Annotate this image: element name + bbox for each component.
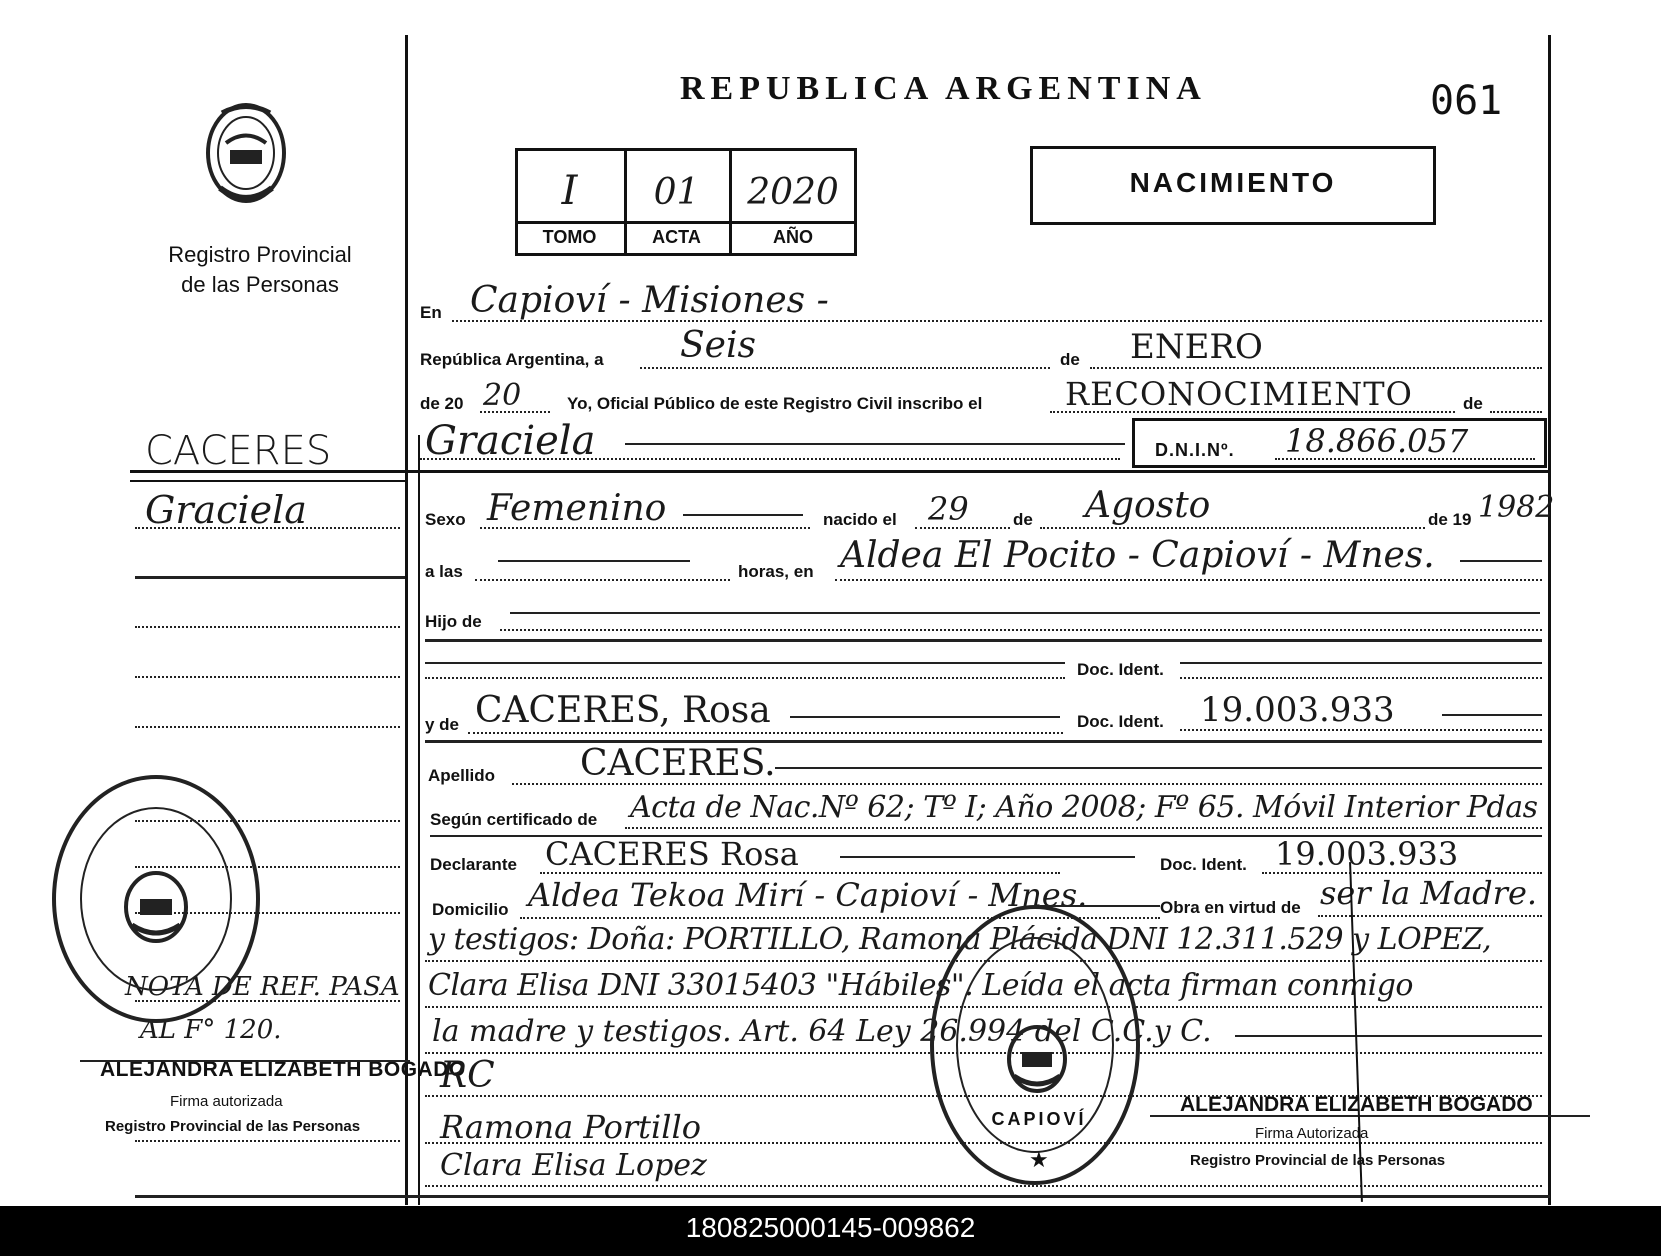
- yde-label: y de: [425, 715, 460, 734]
- right-officer-title: Firma Autorizada: [1255, 1125, 1369, 1142]
- sexo-dash: [683, 514, 803, 516]
- margin-divider-2: [130, 480, 405, 482]
- left-stamp-emblem: [118, 869, 194, 945]
- domicilio-dash: [1040, 905, 1160, 907]
- apellido-value: CACERES.: [580, 743, 776, 784]
- name-line: [420, 458, 1120, 460]
- birth-month-line: [1040, 527, 1425, 529]
- segun-label: Según certificado de: [430, 810, 598, 829]
- left-official-stamp: [52, 775, 260, 1023]
- right-stamp-bottom: CAPIOVÍ: [991, 1109, 1087, 1129]
- tomo-label: TOMO: [542, 227, 597, 247]
- sexo-label: Sexo: [425, 510, 466, 529]
- signature-2: Ramona Portillo: [440, 1108, 701, 1146]
- margin-officer-registry: Registro Provincial de las Personas: [105, 1118, 361, 1135]
- apellido-dash: [775, 767, 1542, 769]
- margin-dots: [135, 726, 400, 728]
- obra-value: ser la Madre.: [1320, 874, 1538, 912]
- anio-label: AÑO: [773, 227, 813, 247]
- right-officer-name: ALEJANDRA ELIZABETH BOGADO: [1180, 1093, 1533, 1116]
- birth-month: Agosto: [1085, 485, 1211, 526]
- sexo-value: Femenino: [487, 488, 667, 529]
- observation-line-2: Clara Elisa DNI 33015403 "Hábiles". Leída el acta firman conmigo: [428, 968, 1413, 1003]
- mother-doc-dash: [1442, 714, 1542, 716]
- mother-name: CACERES, Rosa: [475, 690, 771, 731]
- signature-dots-3: [425, 1185, 1542, 1187]
- mother-line: [468, 732, 1063, 734]
- name-value: Graciela: [425, 418, 596, 464]
- apellido-label: Apellido: [428, 766, 496, 785]
- de-label: de: [1060, 350, 1080, 369]
- margin-signature-stroke: [80, 1060, 410, 1062]
- margin-dots: [135, 676, 400, 678]
- mother-dash: [790, 716, 1060, 718]
- observation-line-3: la madre y testigos. Art. 64 Ley 26.994 del C.C.y C.: [432, 1014, 1212, 1049]
- de19-label: de 19: [1428, 510, 1472, 529]
- obra-label: Obra en virtud de: [1160, 898, 1301, 917]
- footer-code: 180825000145-009862: [685, 1212, 976, 1243]
- registry-logo: [200, 98, 292, 213]
- margin-divider: [130, 470, 1550, 473]
- margin-officer-name: ALEJANDRA ELIZABETH BOGADO: [100, 1058, 466, 1081]
- year-value: 20: [483, 378, 522, 413]
- alas-label: a las: [425, 562, 463, 581]
- republica-label: República Argentina, a: [420, 350, 604, 369]
- en-label: En: [420, 303, 442, 322]
- inscribo-tail-line: [1490, 411, 1542, 413]
- de-label-3: de: [1013, 510, 1033, 529]
- acta-value: 01: [653, 172, 700, 213]
- signature-1: RC: [440, 1055, 495, 1096]
- signature-stroke: [1349, 862, 1363, 1202]
- day-value: Seis: [680, 325, 756, 366]
- margin-solid: [135, 1195, 405, 1198]
- signature-3: Clara Elisa Lopez: [440, 1148, 707, 1183]
- birth-place-dash: [1460, 560, 1542, 562]
- right-official-stamp: [930, 905, 1140, 1185]
- record-type: NACIMIENTO: [1129, 167, 1337, 198]
- right-officer-registry: Registro Provincial de las Personas: [1190, 1152, 1446, 1169]
- declarante-label: Declarante: [430, 855, 517, 874]
- hijo-label: Hijo de: [425, 612, 482, 631]
- hours-line: [475, 579, 730, 581]
- margin-solid: [135, 576, 405, 579]
- right-stamp-emblem: [1002, 1024, 1072, 1094]
- bottom-line: [405, 1195, 1550, 1198]
- anio-value: 2020: [747, 172, 839, 213]
- margin-dots: [135, 626, 400, 628]
- father-doc-underline: [1180, 662, 1542, 664]
- declarante-doc-label: Doc. Ident.: [1160, 855, 1247, 874]
- margin-given-name: Graciela: [145, 488, 307, 532]
- right-officer-stroke: [1150, 1115, 1590, 1117]
- father-doc-dash: [425, 662, 1065, 664]
- frame-left-line-2: [418, 435, 420, 1205]
- margin-dots: [135, 1140, 400, 1142]
- registry-name-line1: Registro Provincial: [168, 242, 352, 267]
- father-doc-value-line: [1180, 677, 1542, 679]
- margin-officer-title: Firma autorizada: [170, 1093, 283, 1110]
- frame-right-line: [1548, 35, 1551, 1205]
- domicilio-label: Domicilio: [432, 900, 509, 919]
- father-underline: [425, 639, 1542, 642]
- name-dash: [625, 443, 1125, 445]
- observation-dash-3: [1235, 1035, 1542, 1037]
- declarante-value: CACERES Rosa: [545, 835, 799, 873]
- segun-value: Acta de Nac.Nº 62; Tº I; Año 2008; Fº 65. Móvil Interior Pdas: [630, 790, 1538, 825]
- oficial-label: Yo, Oficial Público de este Registro Civil inscribo el: [567, 394, 983, 413]
- domicilio-value: Aldea Tekoa Mirí - Capioví - Mnes.: [528, 876, 1088, 914]
- dni-value: 18.866.057: [1285, 422, 1469, 460]
- inscribo-value: RECONOCIMIENTO: [1065, 375, 1413, 413]
- horas-label: horas, en: [738, 562, 814, 581]
- hours-dash: [498, 560, 690, 562]
- mother-doc: 19.003.933: [1200, 690, 1395, 730]
- dni-label: D.N.I.Nº.: [1155, 440, 1235, 460]
- birth-year: 1982: [1478, 490, 1555, 525]
- nacido-label: nacido el: [823, 510, 897, 529]
- margin-note-line2: AL F° 120.: [140, 1015, 282, 1045]
- day-line: [640, 367, 1050, 369]
- declarante-doc: 19.003.933: [1275, 835, 1459, 873]
- margin-note-line1: NOTA DE REF. PASA: [125, 972, 400, 1002]
- father-dash: [510, 612, 1540, 614]
- tomo-value: I: [561, 168, 578, 214]
- de20-label: de 20: [420, 394, 464, 413]
- father-line: [500, 629, 1542, 631]
- country-title: REPUBLICA ARGENTINA: [680, 70, 1207, 107]
- month-line: [1090, 367, 1542, 369]
- month-value: ENERO: [1130, 327, 1263, 367]
- segun-line: [625, 827, 1542, 829]
- record-box-label-line: [515, 221, 857, 224]
- observation-line-1: y testigos: Doña: PORTILLO, Ramona Plácida DNI 12.311.529 y LOPEZ,: [428, 922, 1492, 957]
- mother-doc-label: Doc. Ident.: [1077, 712, 1164, 731]
- father-doc-line: [425, 677, 1065, 679]
- birth-place: Aldea El Pocito - Capioví - Mnes.: [840, 535, 1435, 576]
- margin-surname: CACERES: [145, 428, 332, 474]
- birth-day: 29: [928, 490, 969, 528]
- de-label-2: de: [1463, 394, 1483, 413]
- star-icon: ★: [1029, 1147, 1049, 1172]
- declarante-dash: [840, 856, 1135, 858]
- acta-label: ACTA: [652, 227, 701, 247]
- frame-left-line: [405, 35, 408, 1205]
- registry-name-line2: de las Personas: [181, 272, 339, 297]
- birth-place-line: [835, 579, 1542, 581]
- en-value: Capioví - Misiones -: [470, 280, 829, 321]
- page-number: 061: [1430, 78, 1503, 124]
- father-doc-label: Doc. Ident.: [1077, 660, 1164, 679]
- margin-dots: [135, 527, 400, 529]
